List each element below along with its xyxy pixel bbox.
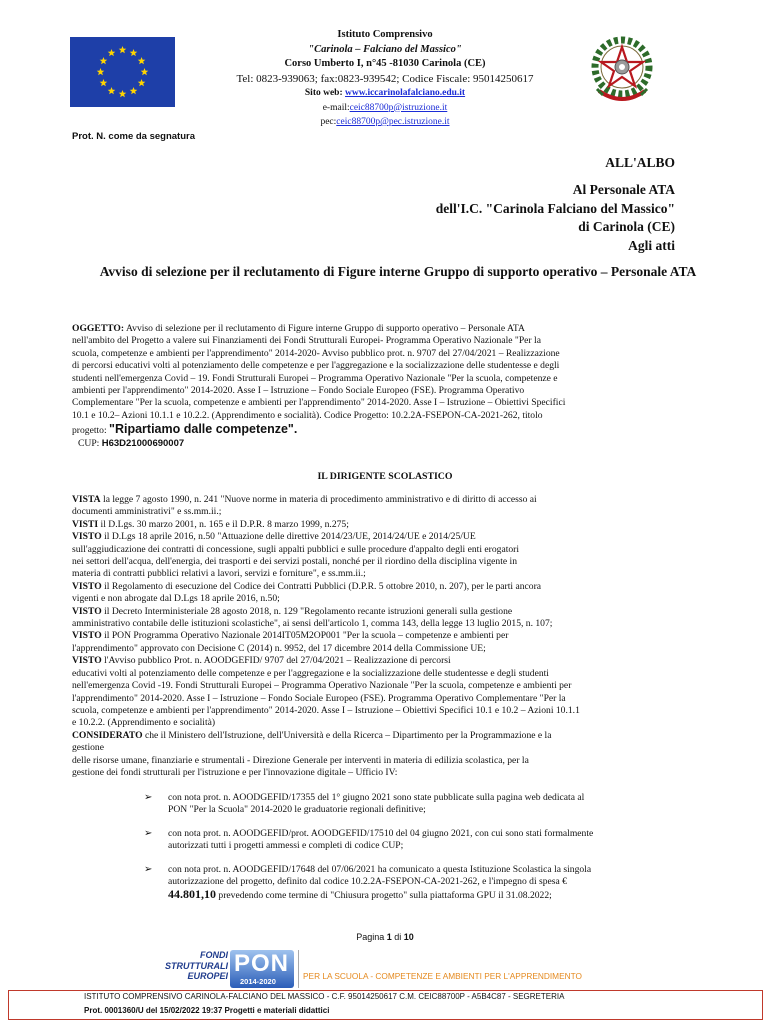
consideration-line	[72, 668, 722, 680]
consideration-line	[72, 693, 722, 705]
stamp-line1: ISTITUTO COMPRENSIVO CARINOLA-FALCIANO DEL MASSICO - C.F. 95014250617 C.M. CEIC88700P - A5B4C87 - SEGRETERIA	[84, 992, 565, 1001]
consideration-text: il Regolamento di esecuzione del Codice dei Contratti Pubblici (D.P.R. 5 ottobre 2010, n. 207), per le parti ancora	[101, 580, 542, 592]
fondi-line: STRUTTURALI	[165, 960, 228, 971]
addressee-line: Al Personale ATA	[572, 182, 675, 197]
consideration-keyword: VISTA	[72, 494, 101, 505]
consideration-line	[72, 742, 722, 754]
stamp-line2: Prot. 0001360/U del 15/02/2022 19:37 Progetti e materiali didattici	[84, 1006, 330, 1015]
consideration-line	[72, 494, 722, 506]
consideration-line	[72, 630, 722, 642]
bullet-item	[144, 792, 724, 817]
bullet-text	[168, 792, 584, 817]
consideration-line	[72, 655, 722, 667]
consideration-text: il D.Lgs. 30 marzo 2001, n. 165 e il D.P.R. 8 marzo 1999, n.275;	[98, 518, 349, 530]
addressees-block	[436, 181, 675, 255]
bullet-text	[168, 828, 593, 853]
website-line	[160, 86, 610, 101]
progetto-title: "Ripartiamo dalle competenze".	[109, 422, 298, 437]
consideration-line	[72, 531, 722, 543]
consideration-line	[72, 717, 722, 729]
consideration-line	[72, 519, 722, 531]
bullet-list	[144, 792, 724, 914]
consideration-text: materia di contratti pubblici relativi a lavori, servizi e forniture", e ss.mm.ii.;	[72, 568, 366, 580]
pon-tagline: PER LA SCUOLA - COMPETENZE E AMBIENTI PER L'APPRENDIMENTO	[303, 971, 582, 981]
consideration-line	[72, 544, 722, 556]
consideration-keyword: VISTO	[72, 580, 102, 592]
school-header	[160, 28, 610, 130]
progetto-line	[72, 423, 722, 437]
oggetto-line: studenti nell'emergenza Covid – 19. Fondi Strutturali Europei – Programma Operativo Nazionale "Per la scuola, competenze e	[72, 372, 558, 384]
pon-years: 2014-2020	[240, 977, 276, 986]
consideration-text: il Decreto Interministeriale 28 agosto 2018, n. 129 "Regolamento recante istruzioni generali sulla gestione	[101, 605, 513, 617]
oggetto-line: di percorsi educativi volti al potenziamento delle competenze e per l'aggregazione e la socializzazione delle studentesse e degli	[72, 360, 560, 372]
consideration-keyword: VISTO	[72, 531, 102, 543]
dirigente-heading: IL DIRIGENTE SCOLASTICO	[317, 471, 453, 482]
website-label: Sito web:	[304, 88, 346, 98]
oggetto-label: OGGETTO:	[72, 323, 125, 334]
consideration-text: nei settori dell'acqua, dell'energia, dei trasporti e dei servizi postali, nonché per il riordino della disciplina vigente in	[72, 556, 517, 568]
email-line	[160, 101, 610, 116]
consideration-keyword: VISTO	[72, 630, 102, 642]
considerations-section	[72, 494, 722, 779]
oggetto-line: ambienti per l'apprendimento" 2014-2020. Asse I – Istruzione – Fondo Sociale Europeo (FSE). Programma Operativo	[72, 385, 525, 397]
consideration-line	[72, 705, 722, 717]
oggetto-line	[72, 323, 722, 335]
bullet-line: con nota prot. n. AOODGEFID/17355 del 1° giugno 2021 sono state pubblicate sulla pagina web dedicata al	[168, 792, 585, 803]
pagination-middle: di	[391, 932, 404, 942]
consideration-text: la legge 7 agosto 1990, n. 241 "Nuove norme in materia di procedimento amministrativo e di diritto di accesso ai	[100, 494, 537, 505]
bullet-line	[168, 888, 591, 902]
addressee-albo: ALL'ALBO	[605, 155, 675, 170]
consideration-text: educativi volti al potenziamento delle competenze e per l'aggregazione e la socializzazione delle studentesse e degli studenti	[72, 667, 549, 679]
consideration-text: l'apprendimento" 2014-2020. Asse I – Istruzione – Fondo Sociale Europeo (FSE). Programma Operativo Complementare "Per la	[72, 692, 566, 704]
arrow-bullet-icon: ➢	[144, 792, 153, 803]
consideration-line	[72, 581, 722, 593]
addressee-line: Agli atti	[628, 237, 675, 253]
pon-logo	[230, 950, 294, 988]
spending-amount: 44.801,10	[168, 887, 216, 902]
fondi-line: EUROPEI	[187, 971, 228, 981]
cup-label: CUP:	[78, 437, 102, 449]
page-total: 10	[403, 932, 414, 942]
consideration-text: documenti amministrativi" e ss.mm.ii.;	[72, 506, 222, 518]
addressee-line: dell'I.C. "Carinola Falciano del Massico"	[435, 200, 675, 216]
email-label: e-mail:	[322, 102, 350, 113]
oggetto-line: 10.1 e 10.2– Azioni 10.1.1 e 10.2.2. (Apprendimento e socialità). Codice Progetto: 10.2.2A-FSEPON-CA-2021-262, titolo	[72, 409, 543, 421]
fondi-strutturali-logo	[150, 950, 228, 982]
cup-value: H63D21000690007	[101, 437, 185, 449]
consideration-text: che il Ministero dell'Istruzione, dell'Università e della Ricerca – Dipartimento per la Programmazione e la	[142, 729, 552, 741]
cup-line	[78, 438, 722, 450]
oggetto-line: scuola, competenze e ambienti per l'apprendimento" 2014-2020- Avviso pubblico prot. n. 9707 del 27/04/2021 – Realizzazione	[72, 347, 560, 359]
protocol-stamp	[8, 990, 763, 1020]
protocol-note: Prot. N. come da segnatura	[72, 131, 196, 142]
addressee-line: di Carinola (CE)	[578, 219, 675, 234]
pec-link[interactable]: ceic88700p@pec.istruzione.it	[336, 117, 450, 127]
pagination	[0, 932, 770, 942]
pec-line	[160, 115, 610, 130]
pec-label: pec:	[320, 117, 337, 127]
consideration-line	[72, 606, 722, 618]
consideration-text: nell'emergenza Covid -19. Fondi Strutturali Europei – Programma Operativo Nazionale "Per la scuola, competenze e ambienti per	[72, 680, 572, 692]
consideration-keyword: CONSIDERATO	[72, 729, 143, 741]
bullet-item	[144, 828, 724, 853]
progetto-label: progetto:	[72, 425, 110, 437]
consideration-text: l'apprendimento" approvato con Decisione C (2014) n. 9952, del 17 dicembre 2014 della Commissione UE;	[72, 642, 486, 654]
school-name: "Carinola – Falciano del Massico"	[308, 43, 462, 55]
oggetto-line: Complementare "Per la scuola, competenze e ambienti per l'apprendimento" 2014-2020. Asse I – Istruzione – Obiettivi Specifici	[72, 397, 566, 409]
bullet-line: autorizzati tutti i progetti ammessi e completi di codice CUP;	[168, 840, 404, 852]
bullet-line: con nota prot. n. AOODGEFID/17648 del 07/06/2021 ha comunicato a questa Istituzione Scolastica la singola	[168, 863, 592, 875]
school-address: Corso Umberto I, n°45 -81030 Carinola (CE)	[284, 58, 486, 69]
consideration-text: sull'aggiudicazione dei contratti di concessione, sugli appalti pubblici e sulle procedure d'appalto degli enti erogatori	[72, 543, 520, 555]
consideration-text: e 10.2.2. (Apprendimento e socialità)	[72, 717, 216, 729]
oggetto-line: nell'ambito del Progetto a valere sui Finanziamenti dei Fondi Strutturali Europei- Programma Operativo Nazionale "Per la	[72, 335, 541, 347]
oggetto-text: Avviso di selezione per il reclutamento di Figure interne Gruppo di supporto operativo – Personale ATA	[124, 323, 525, 334]
consideration-text: gestione	[72, 742, 104, 754]
consideration-text: l'Avviso pubblico Prot. n. AOODGEFID/ 9707 del 27/04/2021 – Realizzazione di percorsi	[101, 655, 451, 667]
consideration-line	[72, 730, 722, 742]
pagination-prefix: Pagina	[356, 932, 387, 942]
email-link[interactable]: ceic88700p@istruzione.it	[349, 102, 448, 113]
bullet-tail: prevedendo come termine di "Chiusura progetto" sulla piattaforma GPU il 31.08.2022;	[216, 890, 552, 902]
consideration-line	[72, 643, 722, 655]
consideration-line	[72, 568, 722, 580]
page-current: 1	[386, 932, 392, 942]
banner-divider	[298, 950, 299, 988]
consideration-text: scuola, competenze e ambienti per l'apprendimento" 2014-2020. Asse I – Istruzione – Obiettivi Specifici 10.1 e 10.2 – Azioni 10.1.1	[72, 704, 580, 716]
consideration-line	[72, 767, 722, 779]
consideration-line	[72, 506, 722, 518]
consideration-text: il D.Lgs 18 aprile 2016, n.50 "Attuazione delle direttive 2014/23/UE, 2014/24/UE e 2014/25/UE	[101, 531, 476, 543]
consideration-line	[72, 593, 722, 605]
oggetto-section	[72, 323, 722, 450]
bullet-line: con nota prot. n. AOODGEFID/prot. AOODGEFID/17510 del 04 giugno 2021, con cui sono stati formalmente	[168, 827, 594, 839]
pon-word: PON	[234, 950, 290, 977]
website-link[interactable]: www.iccarinolafalciano.edu.it	[345, 88, 466, 98]
consideration-line	[72, 680, 722, 692]
consideration-keyword: VISTO	[72, 655, 102, 667]
consideration-keyword: VISTO	[72, 605, 102, 617]
consideration-text: gestione dei fondi strutturali per l'istruzione e per l'innovazione digitale – Ufficio IV:	[72, 766, 398, 778]
consideration-text: vigenti e non abrogate dal D.Lgs 18 aprile 2016, n.50;	[72, 593, 280, 605]
consideration-text: amministrativo contabile delle istituzioni scolastiche", ai sensi dell'articolo 1, comma 143, della legge 13 luglio 2015, n. 107;	[72, 618, 553, 630]
bullet-line: PON "Per la Scuola" 2014-2020 le graduatorie regionali definitive;	[168, 804, 426, 816]
consideration-text: delle risorse umane, finanziarie e strumentali - Direzione Generale per interventi in materia di edilizia scolastica, per la	[72, 754, 529, 766]
consideration-line	[72, 618, 722, 630]
arrow-bullet-icon: ➢	[144, 827, 153, 839]
school-contacts: Tel: 0823-939063; fax:0823-939542; Codice Fiscale: 95014250617	[236, 72, 534, 85]
consideration-line	[72, 556, 722, 568]
consideration-text: il PON Programma Operativo Nazionale 2014IT05M2OP001 "Per la scuola – competenze e ambienti per	[101, 630, 509, 642]
bullet-item	[144, 864, 724, 903]
fondi-line: FONDI	[200, 950, 228, 960]
document-title: Avviso di selezione per il reclutamento di Figure interne Gruppo di supporto operativo – Personale ATA	[99, 264, 697, 279]
consideration-line	[72, 755, 722, 767]
bullet-text	[168, 864, 591, 903]
bullet-line: autorizzazione del progetto, definito dal codice 10.2.2A-FSEPON-CA-2021-262, e l'impegno di spesa €	[168, 876, 567, 888]
consideration-keyword: VISTI	[72, 518, 99, 530]
arrow-bullet-icon: ➢	[144, 863, 153, 875]
school-type: Istituto Comprensivo	[337, 29, 433, 40]
